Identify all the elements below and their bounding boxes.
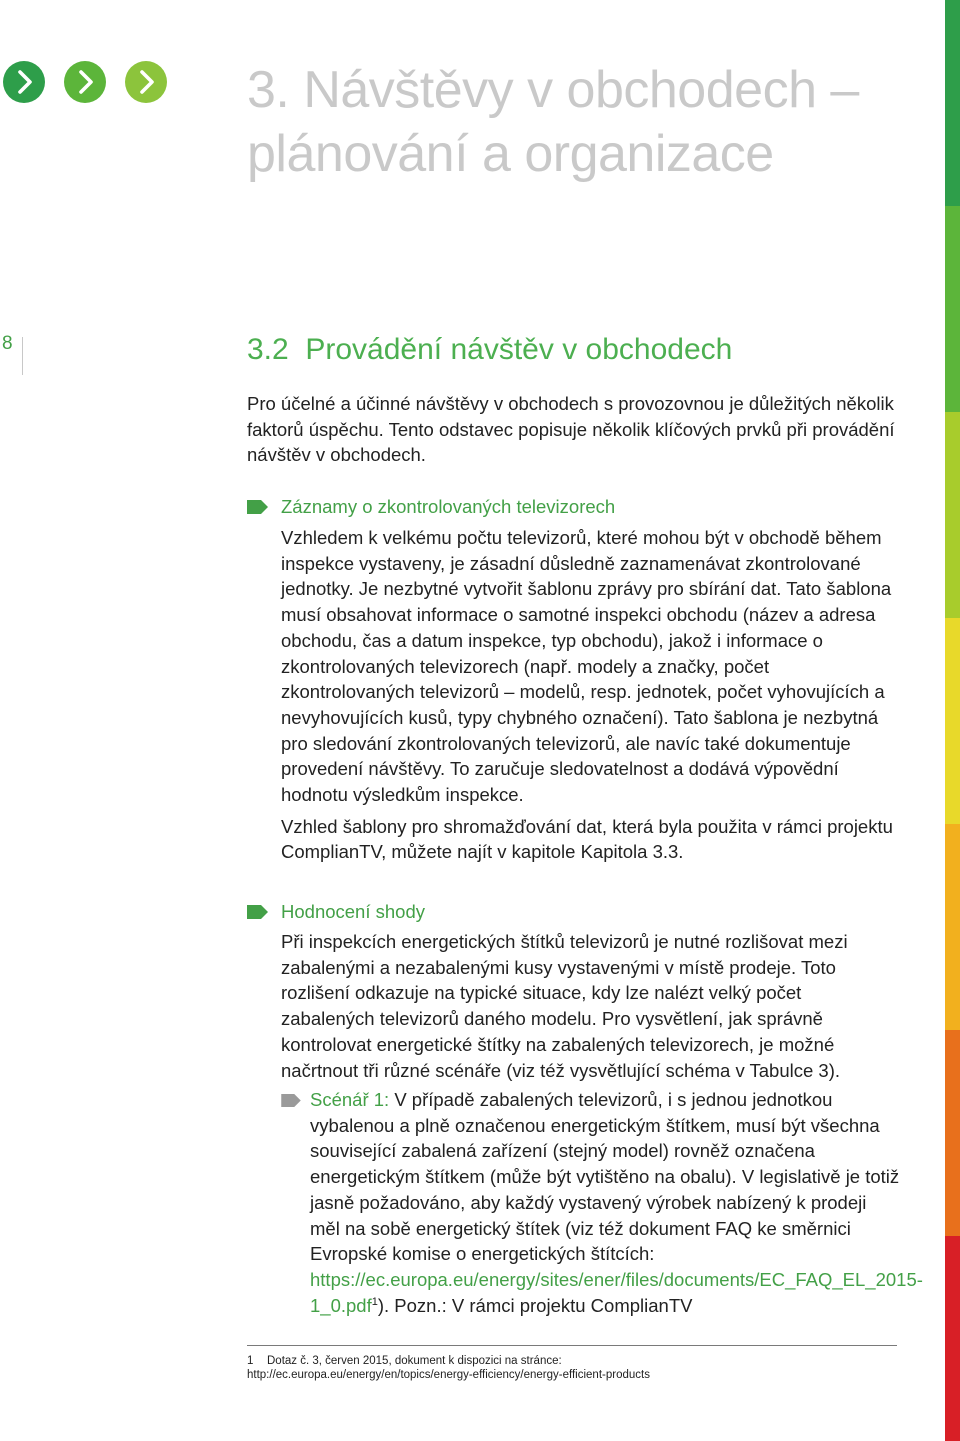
conformity-body bbox=[281, 929, 896, 1083]
conformity-heading: Hodnocení shody bbox=[281, 901, 425, 922]
chevron-right-icon bbox=[64, 61, 106, 103]
intro-paragraph: Pro účelné a účinné návštěvy v obchodech s provozovnou je důležitých několik faktorů úspěchu. Tento odstavec popisuje několik klíčových prvků při provádění návštěv v obchodech. bbox=[247, 393, 895, 466]
page-number: 8 bbox=[2, 333, 13, 354]
strip-segment-f bbox=[945, 1030, 960, 1236]
tag-bullet-icon bbox=[247, 905, 268, 919]
strip-segment-e bbox=[945, 824, 960, 1030]
energy-label-color-strip bbox=[945, 0, 960, 1441]
chapter-title-line-2: plánování a organizace bbox=[247, 125, 774, 183]
chapter-title bbox=[247, 58, 859, 186]
tag-bullet-icon bbox=[247, 500, 268, 514]
footnote-number: 1 bbox=[247, 1355, 254, 1367]
records-heading: Záznamy o zkontrolovaných televizorech bbox=[281, 496, 616, 517]
strip-segment-a bbox=[945, 0, 960, 206]
scenario-1-text: V případě zabalených televizorů, i s jednou jednotkou vybalenou a plně označenou energetickým štítkem, musí být všechna související zabalená zařízení (stejný model) rovněž označena energetickým štítkem (může být vytištěno na obalu). V legislativě je totiž jasně požadováno, aby každý vystavený výrobek nabízený k prodeji měl na sobě energetický štítek (viz též dokument FAQ ke směrnici Evropské komise o energetických štítcích: bbox=[310, 1089, 900, 1265]
chevron-right-icon bbox=[125, 61, 167, 103]
chapter-title-line-1: 3. Návštěvy v obchodech – bbox=[247, 61, 859, 119]
conformity-paragraph: Při inspekcích energetických štítků televizorů je nutné rozlišovat mezi zabalenými a nezabalenými kusy vystavenými v místě prodeje. Toto rozlišení odkazuje na typické situace, kdy lze nalézt velký počet zabalených televizorů daného modelu. Pro vysvětlení, jak správně kontrolovat energetické štítky na zabalených televizorech, je možné načrtnout tři různé scénáře (viz též vysvětlující schéma v Tabulce 3). bbox=[281, 931, 848, 1081]
chevron-right-icon bbox=[3, 61, 45, 103]
footnote-url[interactable]: http://ec.europa.eu/energy/en/topics/energy-efficiency/energy-efficient-products bbox=[247, 1369, 650, 1381]
strip-segment-c bbox=[945, 412, 960, 618]
strip-segment-g bbox=[945, 1236, 960, 1441]
section-heading: 3.2 Provádění návštěv v obchodech bbox=[247, 333, 733, 366]
records-paragraph-2: Vzhled šablony pro shromažďování dat, která byla použita v rámci projektu ComplianTV, můžete najít v kapitole Kapitola 3.3. bbox=[281, 815, 893, 863]
strip-segment-d bbox=[945, 618, 960, 824]
strip-segment-b bbox=[945, 206, 960, 412]
scenario-1-label: Scénář 1: bbox=[310, 1089, 390, 1110]
scenario-1-text-after: ). Pozn.: V rámci projektu ComplianTV bbox=[377, 1294, 693, 1316]
records-body bbox=[281, 525, 896, 865]
footnote-divider bbox=[247, 1345, 897, 1346]
tag-bullet-icon bbox=[281, 1094, 301, 1107]
records-paragraph-1: Vzhledem k velkému počtu televizorů, které mohou být v obchodě během inspekce vystaveny, je zásadní důsledně zaznamenávat zkontrolované jednotky. Je nezbytné vytvořit šablonu zprávy pro sbírání dat. Tato šablona musí obsahovat informace o samotné inspekci obchodu (název a adresa obchodu, čas a datum inspekce, typ obchodu), jakož i informace o zkontrolovaných televizorech (např. modely a značky, počet zkontrolovaných televizorů – modelů, resp. jednotek, počet vyhovujících a nevyhovujících kusů, typy chybného označení). Tato šablona je nezbytná pro sledování zkontrolovaných televizorů, ale navíc také dokumentuje provedení návštěvy. To zaručuje sledovatelnost a dodává výpovědní hodnotu výsledkům inspekce. bbox=[281, 527, 892, 806]
scenario-1-paragraph bbox=[310, 1087, 923, 1318]
faq-document-link[interactable]: https://ec.europa.eu/energy/sites/ener/files/documents/EC_FAQ_EL_2015-1_0.pdf bbox=[310, 1268, 923, 1316]
footnote-text: Dotaz č. 3, červen 2015, dokument k dispozici na stránce: bbox=[267, 1355, 562, 1367]
footnote bbox=[247, 1354, 650, 1382]
page-number-divider bbox=[22, 337, 23, 375]
footnote-reference[interactable]: 1 bbox=[371, 1295, 378, 1308]
